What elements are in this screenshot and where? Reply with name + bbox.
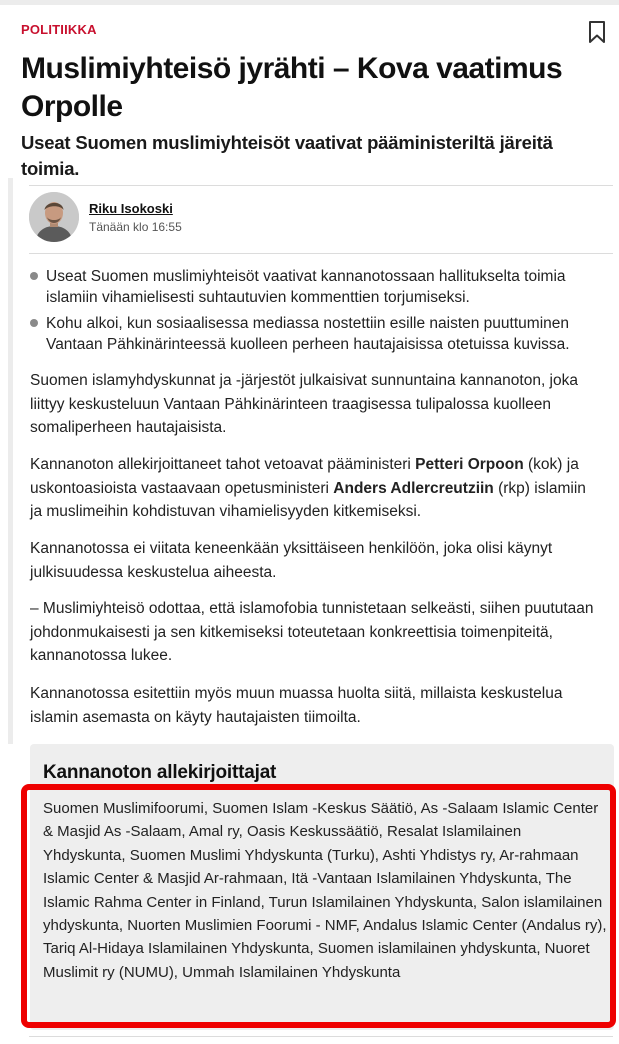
body-paragraph-2 <box>30 453 600 524</box>
bottom-divider <box>29 1036 613 1037</box>
summary-item <box>30 266 600 308</box>
factbox-title: Kannanoton allekirjoittajat <box>43 762 277 783</box>
body-paragraph-1: Suomen islamyhdyskunnat ja -järjestöt julkaisivat sunnuntaina kannanoton, joka liittyy keskusteluun Vantaan Pähkinärinteen traagisessa tulipalossa kuolleen somaliperheen hautajaisista. <box>30 372 578 436</box>
text-run: (rkp) islamiin ja muslimeihin kohdistuvan vihamielisyyden kitkemiseksi. <box>30 479 586 520</box>
bullet-icon <box>30 319 38 327</box>
section-label[interactable]: POLITIIKKA <box>21 22 97 37</box>
summary-list <box>30 266 600 360</box>
body-paragraph-3: Kannanotossa ei viitata keneenkään yksittäiseen henkilöön, joka olisi käynyt julkisuudessa keskustelua aiheesta. <box>30 540 553 581</box>
publish-time: Tänään klo 16:55 <box>89 220 182 234</box>
article-side-rule <box>8 178 13 744</box>
signers-list-text: Suomen Muslimifoorumi, Suomen Islam -Keskus Säätiö, As -Salaam Islamic Center & Masjid As -Salaam, Amal ry, Oasis Keskussäätiö, Resalat Islamilainen Yhdyskunta, Suomen Muslimi Yhdyskunta (Turku), Ashti Yhdistys ry, Ar-rahmaan Islamic Center & Masjid Ar-rahmaan, Itä -Vantaan Islamilainen Yhdyskunta, The Islamic Rahma Center in Finland, Turun Islamilainen Yhdyskunta, Salon islamilainen yhdyskunta, Nuorten Muslimien Foorumi - NMF, Andalus Islamic Center (Andalus ry), Tariq Al-Hidaya Islamilainen Yhdyskunta, Suomen islamilainen yhdyskunta, Nuoret Muslimit ry (NUMU), Ummah Islamilainen Yhdyskunta <box>43 800 607 981</box>
person-name-orpo: Petteri Orpoon <box>415 456 524 473</box>
bullet-icon <box>30 272 38 280</box>
text-run: (kok) ja uskontoasioista vastaavaan opetusministeri <box>30 456 579 497</box>
article-headline: Muslimiyhteisö jyrähti – Kova vaatimus Orpolle <box>21 52 563 123</box>
author-divider-bottom <box>29 253 613 254</box>
summary-text: Kohu alkoi, kun sosiaalisessa mediassa nostettiin esille naisten puuttuminen Vantaan Pähkinärinteessä kuolleen perheen hautajaisissa otetuissa kuvissa. <box>46 315 570 353</box>
author-avatar[interactable] <box>29 192 79 242</box>
red-highlight-box <box>21 784 616 1028</box>
article-lead: Useat Suomen muslimiyhteisöt vaativat pääministeriltä järeitä toimia. <box>21 132 553 179</box>
author-name-link[interactable]: Riku Isokoski <box>89 201 173 216</box>
summary-text: Useat Suomen muslimiyhteisöt vaativat kannanotossaan hallitukselta toimia islamiin vihamielisesti suhtautuvien kommenttien torjumiseksi. <box>46 268 566 306</box>
body-paragraph-5: Kannanotossa esitettiin myös muun muassa huolta siitä, millaista keskustelua islamin asemasta on käyty hautajaisten tiimoilta. <box>30 685 563 726</box>
text-run: Kannanoton allekirjoittaneet tahot vetoavat pääministeri <box>30 456 416 473</box>
summary-item <box>30 313 600 355</box>
bookmark-icon[interactable] <box>586 20 608 44</box>
body-paragraph-4: – Muslimiyhteisö odottaa, että islamofobia tunnistetaan selkeästi, siihen puututaan johdonmukaisesti ja sen kitkemiseksi toteutetaan konkreettisia toimenpiteitä, kannanotossa lukee. <box>30 600 594 664</box>
person-name-adlercreutz: Anders Adlercreutziin <box>333 479 494 497</box>
top-divider <box>0 0 619 5</box>
author-divider-top <box>29 185 613 186</box>
